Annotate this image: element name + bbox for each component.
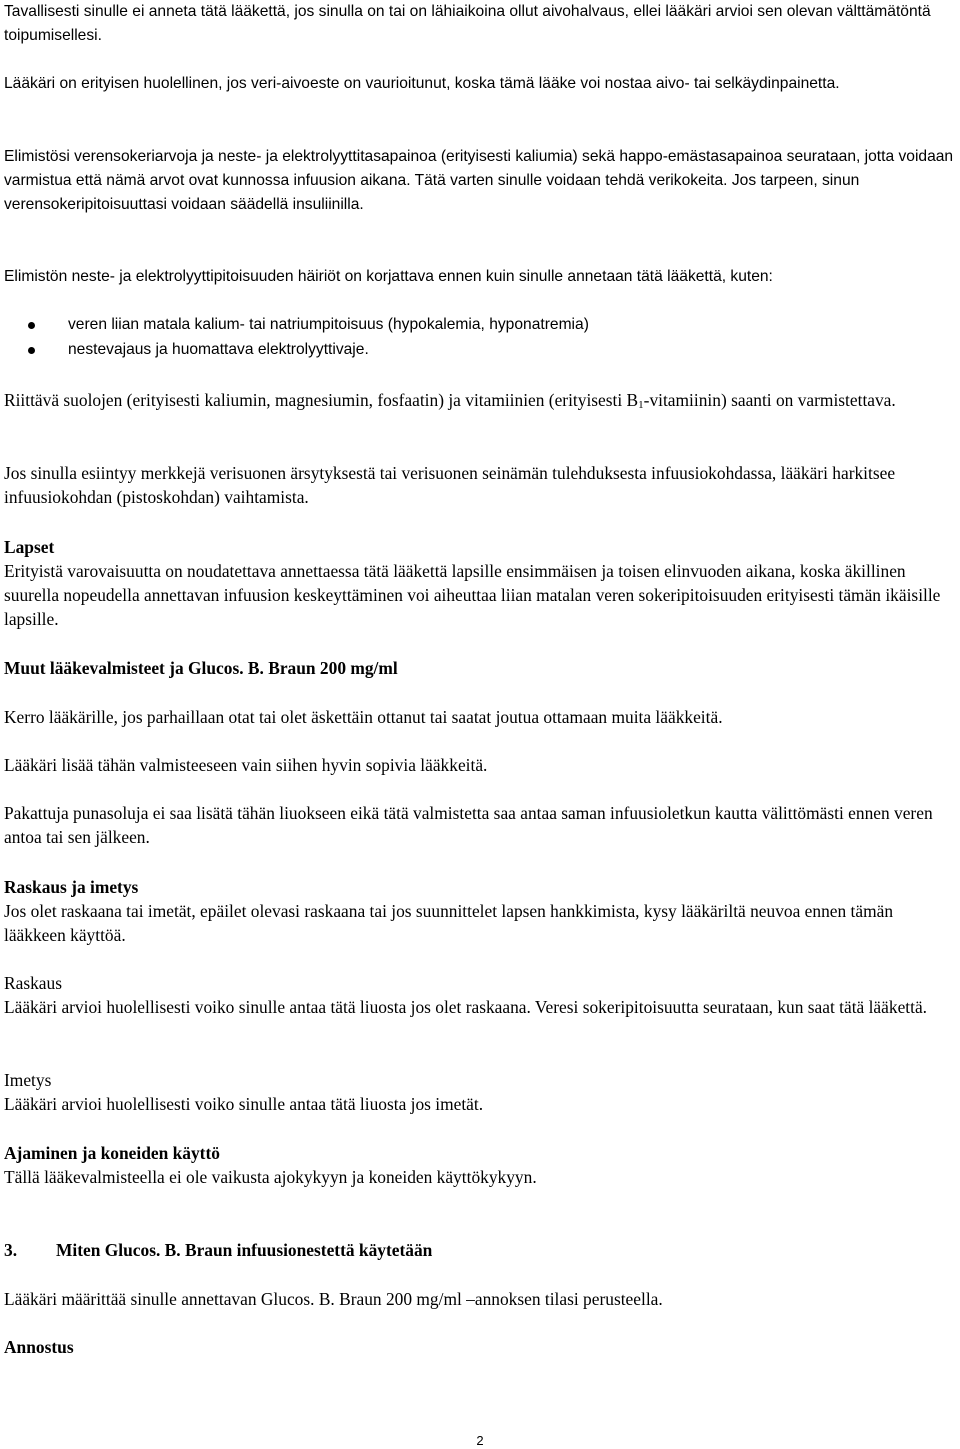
other-medicines-p3: Pakattuja punasoluja ei saa lisätä tähän liuokseen eikä tätä valmistetta saa antaa saman infuusioletkun kautta välittömästi ennen veren antoa tai sen jälkeen.	[4, 803, 933, 847]
heading-other-medicines: Muut lääkevalmisteet ja Glucos. B. Braun 200 mg/ml	[4, 658, 398, 678]
section-driving	[4, 1141, 954, 1189]
subheading-breastfeeding: Imetys	[4, 1070, 52, 1090]
salts-text: Riittävä suolojen (erityisesti kaliumin, magnesiumin, fosfaatin) ja vitamiinien (erityisesti B	[4, 390, 639, 410]
page-number: 2	[476, 1433, 484, 1448]
insulin-text: Jos tarpeen, sinun verensokeripitoisuuttasi voidaan säädellä insuliinilla.	[4, 172, 860, 213]
monitoring-text: Elimistösi verensokeriarvoja ja neste- ja elektrolyyttitasapainoa (erityisesti kaliumia) sekä happo-emästasapainoa seurataan, jotta voidaan varmistua että nämä arvot ovat kunnossa infuusion aikana. Tätä varten sinulle voidaan tehdä verikokeita.	[4, 148, 954, 189]
heading-dosage: Annostus	[4, 1337, 74, 1357]
section-number: 3.	[4, 1240, 18, 1260]
pregnancy-text: Lääkäri arvioi huolellisesti voiko sinulle antaa tätä liuosta jos olet raskaana. Veresi sokeripitoisuutta seurataan, kun saat tätä lääkettä.	[4, 997, 928, 1017]
section-breastfeeding	[4, 1068, 954, 1116]
list-item-text: nestevajaus ja huomattava elektrolyyttivaje.	[68, 341, 369, 358]
section-children	[4, 535, 954, 631]
paragraph-vein-irritation: Jos sinulla esiintyy merkkejä verisuonen ärsytyksestä tai verisuonen seinämän tulehduksesta infuusiokohdassa, lääkäri harkitsee infuusiokohdan (pistoskohdan) vaihtamista.	[4, 463, 896, 507]
children-text: Erityistä varovaisuutta on noudatettava annettaessa tätä lääkettä lapsille ensimmäisen ja toisen elinvuoden aikana, koska äkillinen suurella nopeudella annettavan infuusion keskeyttäminen voi aiheuttaa liian matalan veren sokeripitoisuuden erityisesti tämän ikäisille lapsille.	[4, 561, 941, 629]
pregnancy-breastfeeding-text: Jos olet raskaana tai imetät, epäilet olevasi raskaana tai jos suunnittelet lapsen hankkimista, kysy lääkäriltä neuvoa ennen tämän lääkkeen käyttöä.	[4, 901, 894, 945]
heading-children: Lapset	[4, 537, 55, 557]
list-item	[4, 338, 954, 363]
section-title: Miten Glucos. B. Braun infuusionestettä käytetään	[56, 1240, 433, 1260]
section-pregnancy-breastfeeding	[4, 875, 954, 947]
subheading-pregnancy: Raskaus	[4, 973, 62, 993]
section-pregnancy	[4, 971, 954, 1019]
breastfeeding-text: Lääkäri arvioi huolellisesti voiko sinulle antaa tätä liuosta jos imetät.	[4, 1094, 484, 1114]
bullet-list	[4, 313, 954, 363]
other-medicines-p2: Lääkäri lisää tähän valmisteeseen vain siihen hyvin sopivia lääkkeitä.	[4, 755, 488, 775]
section-3-heading	[4, 1238, 954, 1262]
paragraph-monitoring	[4, 145, 954, 217]
other-medicines-p1: Kerro lääkärille, jos parhaillaan otat tai olet äskettäin ottanut tai saatat joutua ottamaan muita lääkkeitä.	[4, 707, 723, 727]
paragraph-stroke-warning: Tavallisesti sinulle ei anneta tätä lääkettä, jos sinulla on tai on lähiaikoina ollut aivohalvaus, ellei lääkäri arvioi sen olevan välttämätöntä toipumisellesi.	[4, 3, 931, 44]
section-3-text: Lääkäri määrittää sinulle annettavan Glucos. B. Braun 200 mg/ml –annoksen tilasi perusteella.	[4, 1289, 663, 1309]
list-item-text: veren liian matala kalium- tai natriumpitoisuus (hypokalemia, hyponatremia)	[68, 316, 589, 333]
bullet-icon	[28, 322, 35, 329]
heading-driving: Ajaminen ja koneiden käyttö	[4, 1143, 220, 1163]
salts-text-end: -vitamiinin) saanti on varmistettava.	[643, 390, 896, 410]
heading-pregnancy-breastfeeding: Raskaus ja imetys	[4, 877, 139, 897]
paragraph-blood-brain-barrier: Lääkäri on erityisen huolellinen, jos veri-aivoeste on vaurioitunut, koska tämä lääke voi nostaa aivo- tai selkäydinpainetta.	[4, 75, 840, 92]
bullet-icon	[28, 347, 35, 354]
driving-text: Tällä lääkevalmisteella ei ole vaikusta ajokykyyn ja koneiden käyttökykyyn.	[4, 1167, 537, 1187]
paragraph-salts-vitamins	[4, 388, 954, 412]
list-item	[4, 313, 954, 338]
subscript: 1	[638, 399, 644, 411]
paragraph-electrolyte-disorders: Elimistön neste- ja elektrolyyttipitoisuuden häiriöt on korjattava ennen kuin sinulle annetaan tätä lääkettä, kuten:	[4, 268, 773, 285]
